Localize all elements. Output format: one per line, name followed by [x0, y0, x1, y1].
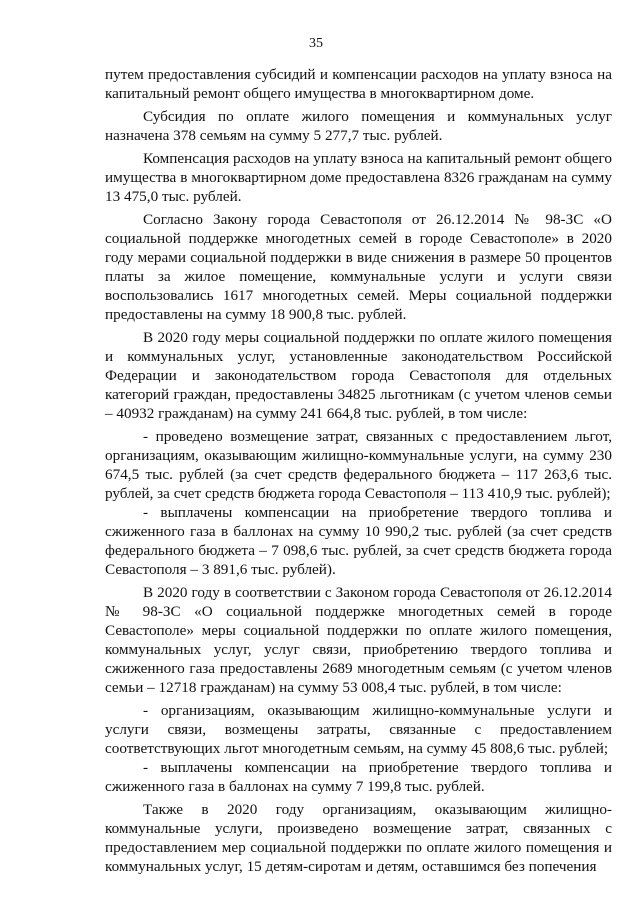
- list-item-cost-reimbursement: - проведено возмещение затрат, связанных с предоставлением льгот, организациям, оказывающим жилищно-коммунальные услуги, на сумму 230 674,5 тыс. рублей (за счет средств федерального бюджета – 117 263,6 тыс. рублей, за счет средств бюджета города Севастополя – 113 410,9 тыс. рублей);: [105, 428, 612, 502]
- paragraph-beneficiaries-support: В 2020 году меры социальной поддержки по оплате жилого помещения и коммунальных услуг, установленные законодательством Российской Федерации и законодательством города Севастополя для отдельных категорий граждан, предоставлены 34825 льготникам (с учетом членов семьи – 40932 гражданам) на сумму 241 664,8 тыс. рублей, в том числе:: [105, 329, 612, 422]
- paragraph-housing-subsidy: Субсидия по оплате жилого помещения и коммунальных услуг назначена 378 семьям на сумму 5 277,7 тыс. рублей.: [105, 108, 612, 144]
- paragraph-capital-repair-compensation: Компенсация расходов на уплату взноса на капитальный ремонт общего имущества в многоквартирном доме предоставлена 8326 гражданам на сумму 13 475,0 тыс. рублей.: [105, 150, 612, 205]
- paragraph-orphans-support: Также в 2020 году организациям, оказывающим жилищно-коммунальные услуги, произведено возмещение затрат, связанных с предоставлением мер социальной поддержки по оплате жилого помещения и коммунальных услуг, 15 детям-сиротам и детям, оставшимся без попечения: [105, 801, 612, 875]
- paragraph-large-families-law: Согласно Закону города Севастополя от 26.12.2014 № 98-ЗС «О социальной поддержке многодетных семей в городе Севастополе» в 2020 году мерами социальной поддержки в виде снижения в размере 50 процентов платы за жилое помещение, коммунальные услуги и услуги связи воспользовались 1617 многодетных семей. Меры социальной поддержки предоставлены на сумму 18 900,8 тыс. рублей.: [105, 211, 612, 323]
- list-item-organizations-reimbursement: - организациям, оказывающим жилищно-коммунальные услуги и услуги связи, возмещены затраты, связанные с предоставлением соответствующих льгот многодетным семьям, на сумму 45 808,6 тыс. рублей;: [105, 702, 612, 757]
- document-body: [105, 65, 612, 880]
- list-item-fuel-compensation: - выплачены компенсации на приобретение твердого топлива и сжиженного газа в баллонах на сумму 10 990,2 тыс. рублей (за счет средств федерального бюджета – 7 098,6 тыс. рублей, за счет средств бюджета города Севастополя – 3 891,6 тыс. рублей).: [105, 504, 612, 578]
- list-item-large-families-fuel: - выплачены компенсации на приобретение твердого топлива и сжиженного газа в баллонах на сумму 7 199,8 тыс. рублей.: [105, 759, 612, 795]
- paragraph-large-families-support-2020: В 2020 году в соответствии с Законом города Севастополя от 26.12.2014 № 98-ЗС «О социальной поддержке многодетных семей в городе Севастополе» меры социальной поддержки по оплате жилого помещения, коммунальных услуг, услуг связи, приобретению твердого топлива и сжиженного газа предоставлены 2689 многодетным семьям (с учетом членов семьи – 12718 гражданам) на сумму 53 008,4 тыс. рублей, в том числе:: [105, 584, 612, 696]
- page-number: 35: [309, 36, 323, 51]
- paragraph-continuation-subsidies: путем предоставления субсидий и компенсации расходов на уплату взноса на капитальный ремонт общего имущества в многоквартирном доме.: [105, 66, 612, 102]
